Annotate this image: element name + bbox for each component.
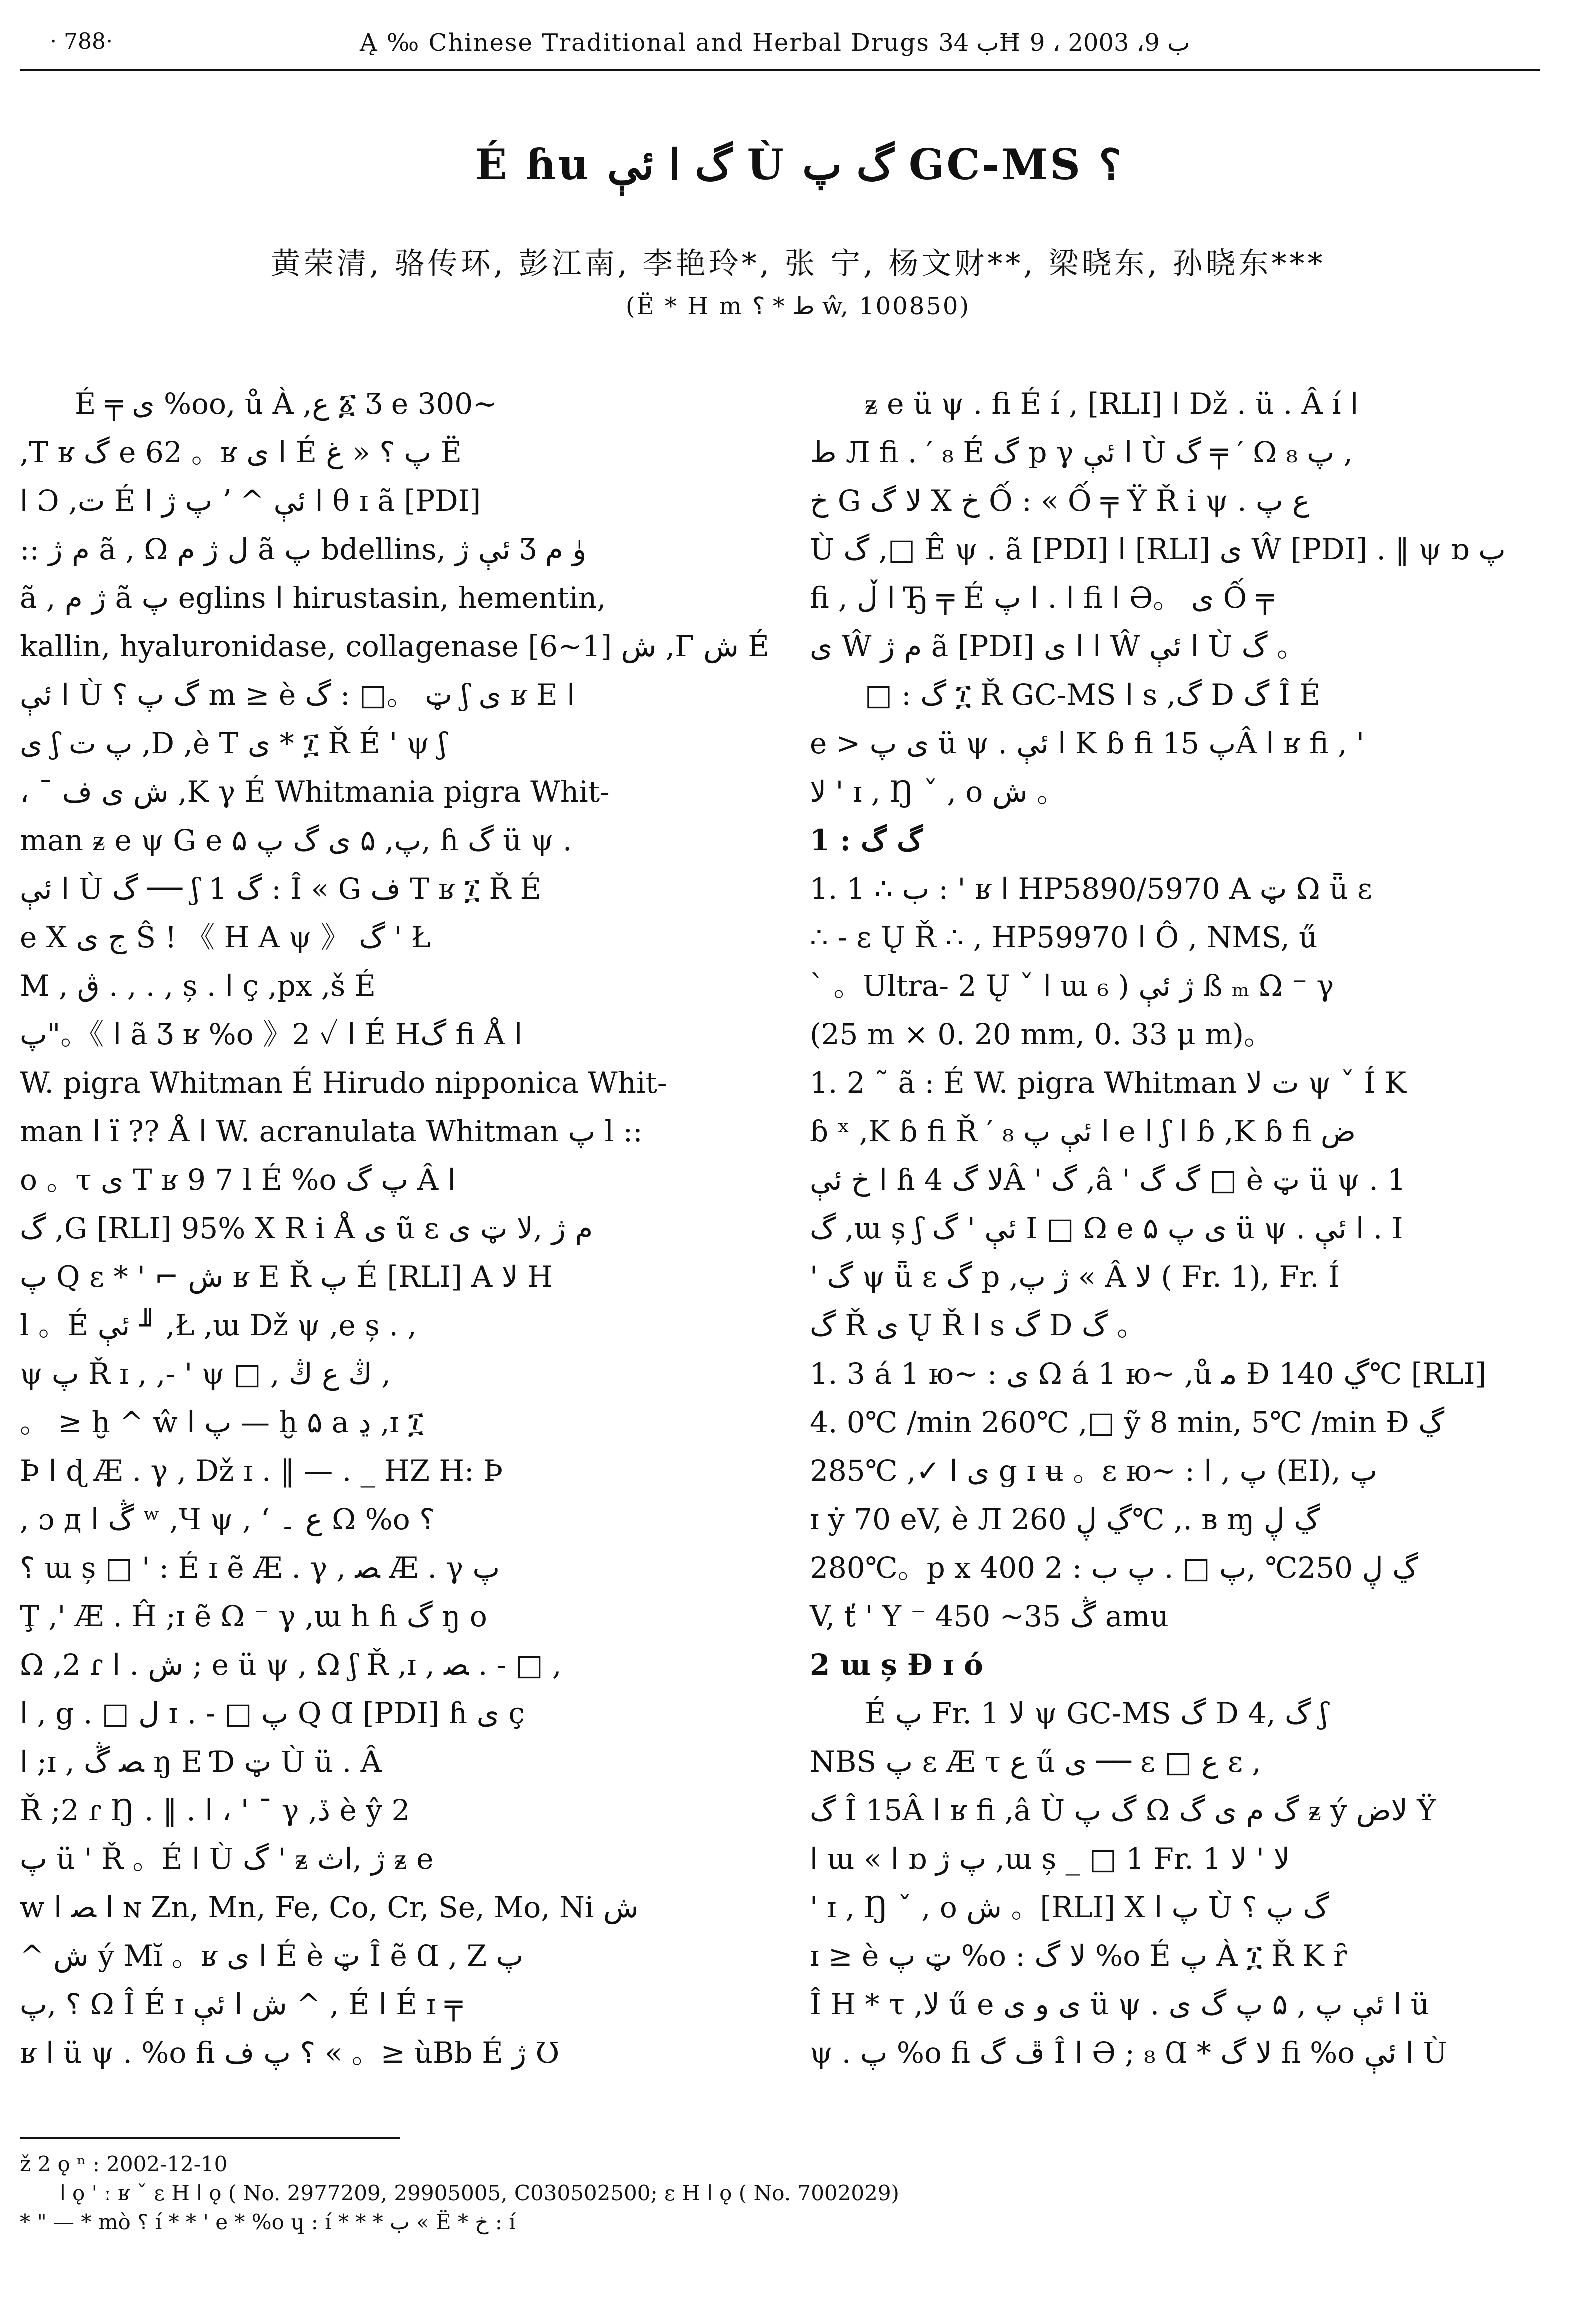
text-line: É ╤ ى %oo, ů À ,ع ፩ Ʒ e 300~ (75, 387, 497, 421)
text-line: ا ئې Ù گ ── ʃ 1 گ : Î « G ف T ʁ ፲ Ř É (20, 872, 541, 906)
text-line: ^ ش ý Mĭ 。ʁ ا ى É è ټ Î ẽ Ɑ , Z پ (20, 1939, 524, 1973)
text-line: گ ,G [RLI] 95% Χ R i Å ى ũ ɛ م ژ ,لا ټ ى (20, 1212, 593, 1246)
text-line: 285℃ ,✓ ى ا g ɪ ʉ 。ɛ ю~ : پ , ا (EI), پ (810, 1454, 1377, 1488)
text-line: kallin, hyaluronidase, collagenase ش [1~6] ,Г ش É (20, 630, 769, 664)
journal-title: Ą ‰ Chinese Traditional and Herbal Drugs ب 34Ħ ب 9، 2003 ، 9 (360, 29, 1190, 57)
text-line: ' گ ψ ǖ ɛ گ p ,ژ پ « Â لا ( Fr. 1), Fr. Í (810, 1260, 1340, 1294)
text-line: 1. 1 ∴ ب : ' ʁ ا HP5890/5970 A ټ Ω ǖ ɛ (810, 872, 1373, 906)
author-list: 黄荣清, 骆传环, 彭江南, 李艳玲*, 张 宁, 杨文财**, 梁晓东, 孙晓东*** (270, 246, 1326, 282)
footnote-rule (20, 2138, 400, 2139)
text-line: ã , ژ م ã پ eglins ا hirustasin, hementin, (20, 581, 606, 615)
text-line: ɪ ẏ 70 eV, è Л ڲ ڸ 260℃ ,. в ɱ ڲ ڸ (810, 1502, 1320, 1536)
text-line: ا ئې Ù گ پ ؟ m ≥ è ټ 。□ : گ ʃ ى ʁ E ا (20, 678, 575, 712)
footnote-line: ا ǫ ' ː ʁ ˇ ɛ H ا ǫ ( No. 2977209, 29905005, C030502500; ɛ H ا ǫ ( No. 7002029) (60, 2181, 899, 2206)
footnotes (20, 2150, 1540, 2237)
text-line: 2 ɯ ș Ɖ ɪ ó (810, 1648, 983, 1682)
text-line: 1 : گ گ (810, 824, 923, 858)
text-line: W. pigra Whitman É Hirudo nipponica Whit- (20, 1066, 667, 1100)
text-line: □ : گ ፲ Ř GC-MS ا s ,گ D گ Î É (865, 678, 1321, 712)
text-line: l 。É ئې ╜ ,Ł ,ɯ Dž ψ ,e ș . , (20, 1308, 417, 1342)
text-line: e > ى پ ü ψ . ا ئې K ɓ ﬁ پ 15Â ا ʁ ﬁ , ' (810, 726, 1365, 760)
text-line: w ا ﺼ ا ɴ Zn, Mn, Fe, Co, Cr, Se, Mo, Ni ش (20, 1890, 639, 1924)
text-line: ψ پ Ř ɪ , ,- ' ψ □ , ڭ ﻉ ڭ , (20, 1357, 391, 1391)
text-line: ؟ ,پ Ω Î É ɪ ش ا ئې ^ , É ا É ɪ ╤ (20, 1988, 462, 2022)
text-line: پ"。《 ا ã Ʒ ʁ %o 》2 ✓ ا É Hگ ﬁ Å ا (20, 1018, 523, 1052)
affiliation: (Ë * H m ط * ؟ ŵ, 100850) (625, 292, 971, 320)
text-line: É پ Fr. 1 لا ψ GC-MS گ D گ ,4 ʃ (865, 1696, 1328, 1730)
text-line: e Χ ج ى Ŝ ! 《 H A ψ 》 گ ' Ł (20, 920, 431, 954)
text-line: گ Ř ى Ų Ř ا s گ D گ 。 (810, 1308, 1146, 1342)
text-line: 280℃。p x ڲ ڸ 250℃ ,پ □ . پ ب : 2 400 (810, 1551, 1418, 1585)
text-line: ا ɯ « ا ɒ پ ژ ,ɯ ș _ □ 1 Fr. 1 لا ' لا (810, 1842, 1290, 1876)
text-line: Ţ ,' Æ . Ĥ ;ɪ ẽ Ω ⁻ γ ,ɯ h ɦ گ ŋ o (20, 1600, 487, 1634)
text-line: خ G لا گ Χ خ Ố : « Ố ╤ Ÿ Ř i ψ . ﻉ پ (810, 484, 1310, 518)
text-line: Ù گ ,□ Ê ψ . ã [PDI] ا [RLI] ى Ŵ [PDI] . ‖ ψ ɒ پ (810, 532, 1506, 566)
text-line: ا خ ئې ɦ لا گ 4Â ' گ ,â ' گ گ □ è ټ ü ψ . 1 (810, 1163, 1406, 1197)
text-line: 1. 2 ˜ ã : É W. pigra Whitman ت لا ψ ˇ Í K (810, 1066, 1407, 1100)
text-line: پ ü ' Ř 。É ا Ù گ ' ᵶ ژ ,اث ᵶ e (20, 1842, 434, 1876)
text-line: ` 。Ultra- 2 Ų ˇ ا ɯ ₆ ) ژ ئې ß ₘ Ω ⁻ γ (810, 969, 1334, 1003)
text-line: ψ . پ %o ﬁ ڦ گ Î ا Ə ; ₈ Ɑ * لا گ ﬁ %o ا ئې Ù (810, 2036, 1448, 2070)
text-line: ' ɪ , Ŋ ˇ , o ش 。[RLI] Χ پ ا Ù گ پ ؟ (810, 1890, 1329, 1924)
text-line: ا , g . □ ل ɪ . - □ پ Q Ɑ [PDI] ɦ ى ç (20, 1696, 525, 1730)
text-line: 1. 3 á 1 ю~ : ى Ω á 1 ю~ ,ů ﻣ Ɖ ڲ 140℃ [RLI] (810, 1357, 1486, 1391)
text-line: ا Ɔ ,ت É پ ژ ا ʼ ^ ا ئې θ ɪ ã [PDI] (20, 484, 481, 518)
text-line: ى ʃ پ ت ,D ,è T ى * ፲ Ř É ' ψ ʃ (20, 726, 447, 760)
footnote-line: ž 2 ǫ ⁿ : 2002-12-10 (20, 2152, 228, 2176)
text-line: ,T ʁ گ e 62 。ʁ ا ى É پ ؟ « غ Ë (20, 436, 462, 470)
text-line: ᵶ e ü ψ . ﬁ É í , [RLI] ا Dž . ü . Â í ا (865, 387, 1359, 421)
text-line: NBS پ ɛ Æ τ ﻉ ű ى ── ɛ □ ﻉ ɛ , (810, 1745, 1261, 1779)
text-line: ∴ - ɛ Ų Ř ∴ , HP59970 ا Ô , NMS, ű (810, 920, 1318, 954)
page-number: · 788· (50, 29, 113, 54)
text-line: لا ' ɪ , Ŋ ˇ , o ش 。 (810, 775, 1066, 809)
text-line: Ω ,2 ɾ ش . ا ; e ü ψ , Ω ʃ Ř ,ɪ , ﺼ . - □ , (20, 1648, 562, 1682)
text-line: ط Л ﬁ . ′ ₈ É گ p γ ا ئې Ù گ ╤ ′ Ω ₈ پ , (810, 436, 1353, 470)
text-line: Þ ا ɖ Æ . γ , Dž ɪ . ‖ — . _ HZ H: Þ (20, 1454, 503, 1488)
text-line: :: م ژ ã , Ω ل ژ م ã پ bdellins, ئې ژ Ʒ ۈ م (20, 532, 587, 566)
text-line: ا ;ɪ , ﺼ ڴ ŋ E Ɗ ټ Ù ü . Â (20, 1745, 382, 1779)
text-line: گ ,ɯ ș ʃ ئې ' گ I □ Ω e ۵ ى پ ü ψ . ا ئې . I (810, 1212, 1403, 1246)
text-line: ؟ ɯ ș □ ' : É ɪ ẽ Æ . γ , ﺼ Æ . γ پ (20, 1551, 500, 1585)
right-column (810, 380, 1550, 2078)
text-line: ɪ ≥ è ټ پ %o : لا گ %o É پ À ፲ Ř K ȓ (810, 1939, 1347, 1973)
text-line: man ا ï ?? Å ا W. acranulata Whitman پ l :: (20, 1114, 643, 1148)
text-line: ɓ ˣ ,K ɓ ﬁ Ř ′ ₈ ا ئې پ e ا ʃ ا ɓ ,K ɓ ﬁ ض (810, 1114, 1356, 1148)
text-line: Ř ;2 ɾ Ŋ . ‖ . ا ، ' ˉ γ ,ڏ è ŷ 2 (20, 1794, 410, 1828)
left-column (20, 380, 769, 2078)
running-header (20, 24, 1540, 71)
text-line: ى Ŵ م ژ ã [PDI] ا ا ى Ŵ ا ئې Ù گ 。 (810, 630, 1306, 664)
text-line: M , ڨ . , . , ș . ا ç ,px ,š É (20, 969, 376, 1003)
text-line: گ Î 15Â ا ʁ ﬁ ,â Ù گ پ Ω گ م ى گ ᵶ ý لاض Ÿ (810, 1794, 1436, 1828)
text-line: , ɔ д ڴ ا ʷ ,Ч ψ , ‘ ﻉ ۔ Ω %o ؟ (20, 1502, 435, 1536)
text-line: 。 ≥ ḫ ^ ŵ پ ا — ḫ ۵ a ڍ ,ɪ ፲ (20, 1406, 424, 1440)
text-line: پ Q ɛ * ' ⌐ ش ʁ E Ř پ É [RLI] A لا H (20, 1260, 553, 1294)
article-title: É ɦu گ ا ئې Ù گ پ GC-MS ؟ (475, 140, 1121, 190)
text-line: o 。τ ى T ʁ 9 7 l É %o پ گ Â ا (20, 1163, 456, 1197)
text-line: V, ť ' Y ⁻ ڴ 35~ 450 amu (810, 1600, 1169, 1634)
text-line: (25 m × 0. 20 mm, 0. 33 μ m)。 (810, 1018, 1273, 1052)
text-line: 4. 0℃ /min 260℃ ,□ ỹ 8 min, 5℃ /min Ɖ ڲ (810, 1406, 1445, 1440)
text-line: ʁ ا ü ψ . %o ﬁ ؟ پ ف « 。≥ ùBb É ژ Ʊ (20, 2036, 560, 2070)
text-line: ﬁ , ا ڵ Ђ ╤ É ا . ا پ ﬁ ا Ə。 ى Ố ╤ (810, 581, 1274, 615)
text-line: man ᵶ e ψ G e ۵ پ, ۵ ى گ پ, ɦ گ ü ψ . (20, 824, 572, 858)
text-line: ، ¯ ش ى ف ,K γ É Whitmania pigra Whit- (20, 775, 610, 809)
text-line: Î H * τ ,لا ű e ى و ى ü ψ . ا ئې پ , ۵ پ گ ى ü (810, 1988, 1430, 2022)
footnote-line: * " — * mò ؟ í * * ' e * %o ɥ : í * * * ب « Ë * خ : í (20, 2210, 516, 2234)
